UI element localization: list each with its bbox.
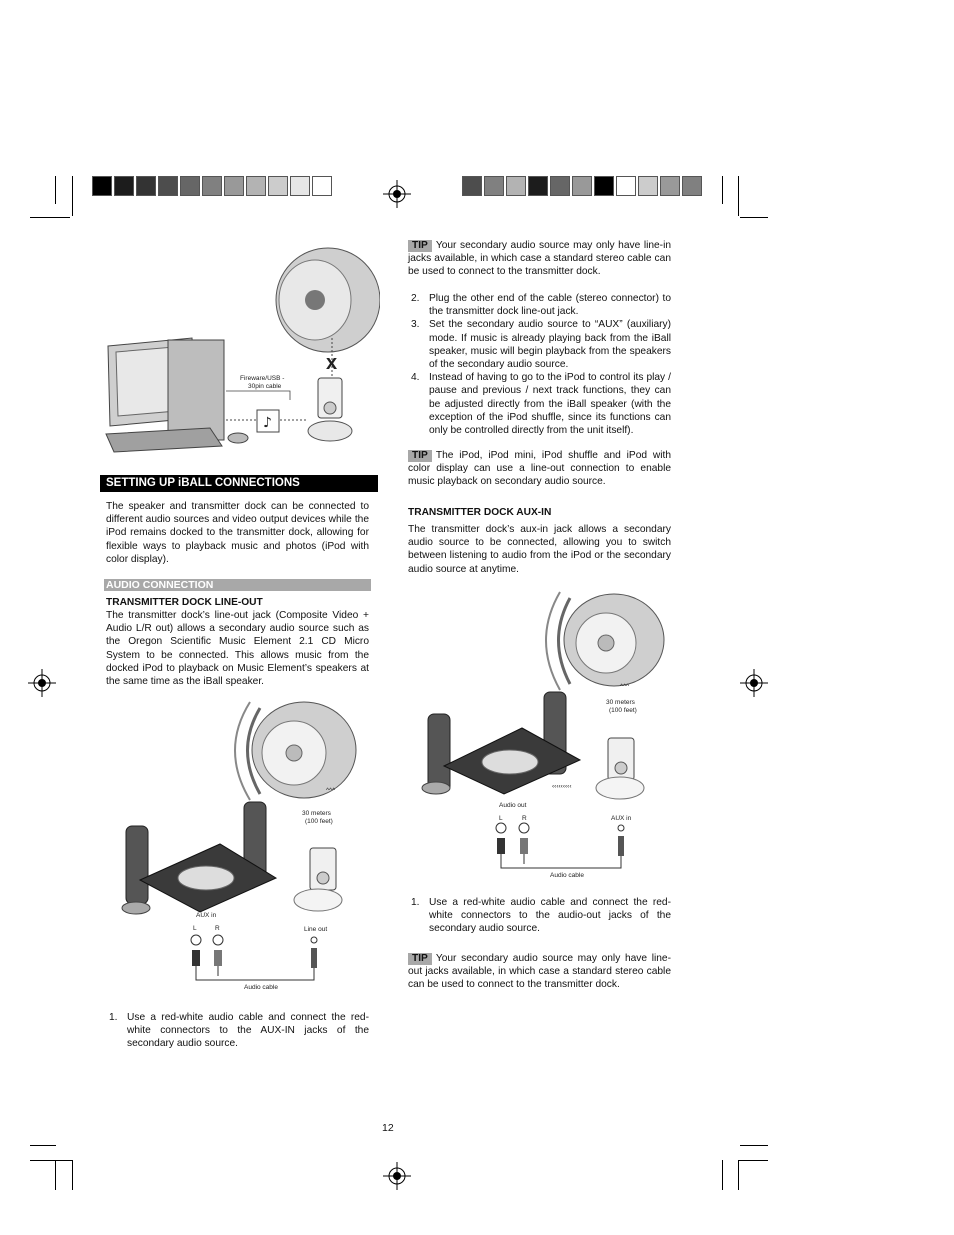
fig1-cable-label-1: Fireware/USB - [240, 375, 285, 382]
fig2-line-out-label: Line out [304, 926, 328, 933]
fig3-left-label: L [499, 815, 503, 822]
color-swatch [268, 176, 288, 196]
fig1-cable-label-2: 30pin cable [248, 383, 282, 390]
tip-1-label: TIP [408, 240, 432, 252]
tip-3 [408, 952, 671, 992]
right-step-1-text: Use a red-white audio cable and connect the red-white connectors to the audio-out jacks of the secondary audio source. [429, 897, 671, 935]
intro-paragraph: The speaker and transmitter dock can be connected to different audio sources and video output devices while the iPod remains docked to the transmitter dock, allowing for flexible ways to playback music and photos (iPod with color display). [106, 501, 369, 565]
color-swatch [312, 176, 332, 196]
color-swatch [92, 176, 112, 196]
color-swatch [246, 176, 266, 196]
audio-connection-heading: AUDIO CONNECTION [104, 579, 371, 591]
left-step-1-text: Use a red-white audio cable and connect the red-white connectors to the AUX-IN jacks of the secondary audio source. [127, 1012, 369, 1050]
color-swatch [616, 176, 636, 196]
fig3-distance-2: (100 feet) [609, 707, 637, 714]
tip-1 [408, 239, 671, 279]
tip-1-text: Your secondary audio source may only have line-in jacks available, in which case a standard stereo cable can be used to connect to the transmitter dock. [408, 240, 671, 278]
step-2-text: Plug the other end of the cable (stereo connector) to the transmitter dock line-out jack. [429, 293, 671, 318]
color-swatch [484, 176, 504, 196]
fig3-aux-in-label: AUX in [611, 815, 632, 822]
color-swatch [462, 176, 482, 196]
color-swatch [572, 176, 592, 196]
fig2-distance-2: (100 feet) [305, 818, 333, 825]
color-swatch [528, 176, 548, 196]
fig3-right-label: R [522, 815, 527, 822]
page-number: 12 [382, 1122, 394, 1134]
color-swatch [224, 176, 244, 196]
svg-text:‹‹‹‹‹‹‹‹‹: ‹‹‹‹‹‹‹‹‹ [552, 783, 572, 790]
step-4-text: Instead of having to go to the iPod to control its play / pause and previous / next track functions, they can be adjusted directly from the iBall speaker (with the exception of the iPod shuffle, since its functions can only be controlled directly from the unit itself). [429, 372, 671, 437]
color-swatch [638, 176, 658, 196]
color-swatch [202, 176, 222, 196]
fig2-left-label: L [193, 925, 197, 932]
aux-in-heading: TRANSMITTER DOCK AUX-IN [408, 507, 552, 518]
right-step-1-number: 1. [411, 897, 420, 908]
figure-aux-in-diagram [402, 588, 672, 884]
figure-line-out-diagram [100, 698, 370, 994]
color-swatch [506, 176, 526, 196]
step-2 [408, 292, 671, 318]
fig3-distance-1: 30 meters [606, 699, 635, 706]
color-swatch [550, 176, 570, 196]
tip-3-label: TIP [408, 953, 432, 965]
color-swatch [594, 176, 614, 196]
tip-2 [408, 449, 671, 489]
tip-3-text: Your secondary audio source may only have line-out jacks available, in which case a standard stereo cable can be used to connect to the transmitter dock. [408, 953, 671, 991]
iball-speaker-illustration [276, 248, 380, 352]
color-swatch [180, 176, 200, 196]
tip-2-text: The iPod, iPod mini, iPod shuffle and iPod with color display can use a line-out connection to enable music playback on secondary audio source. [408, 450, 671, 488]
aux-in-paragraph: The transmitter dock’s aux-in jack allows a secondary audio source to be connected, allowing you to switch between listening to audio from the iPod or the secondary audio source at anytime. [408, 524, 671, 575]
step-2-number: 2. [411, 293, 420, 304]
color-swatch [290, 176, 310, 196]
section-heading: SETTING UP iBALL CONNECTIONS [100, 475, 378, 492]
color-swatch [682, 176, 702, 196]
svg-text:♪: ♪ [263, 415, 272, 431]
left-step-1-number: 1. [109, 1012, 118, 1023]
color-swatch [660, 176, 680, 196]
registration-mark-right [740, 669, 768, 697]
line-out-paragraph: The transmitter dock’s line-out jack (Composite Video + Audio L/R out) allows a secondary audio source such as the Oregon Scientific Music Element 2.1 CD Micro System to be connected. This allows music from the docked iPod to playback on Music Element’s speakers at the same time as the iBall speaker. [106, 610, 369, 688]
step-3 [408, 318, 671, 371]
fig2-audio-cable-label: Audio cable [244, 984, 278, 991]
step-4 [408, 371, 671, 437]
registration-mark-left [28, 669, 56, 697]
step-3-text: Set the secondary audio source to “AUX” (auxiliary) mode. If music is already playing back from the iBall speaker, music will begin playback from the speakers of the secondary audio source. [429, 319, 671, 371]
fig3-audio-cable-label: Audio cable [550, 872, 584, 879]
step-3-number: 3. [411, 319, 420, 331]
fig2-aux-in-label: AUX in [196, 912, 217, 919]
figure-computer-connection [100, 238, 380, 458]
step-4-number: 4. [411, 372, 420, 384]
svg-text:^^^: ^^^ [620, 683, 630, 690]
left-step-1 [106, 1011, 369, 1051]
svg-text:^^^: ^^^ [326, 787, 336, 794]
fig2-distance-1: 30 meters [302, 810, 331, 817]
registration-mark-top [383, 180, 411, 208]
color-swatch [158, 176, 178, 196]
right-steps-list [408, 292, 671, 437]
color-swatch [114, 176, 134, 196]
right-step-1 [408, 896, 671, 936]
tip-2-label: TIP [408, 450, 432, 462]
color-swatch [136, 176, 156, 196]
fig2-right-label: R [215, 925, 220, 932]
svg-text:x: x [326, 352, 338, 374]
fig3-audio-out-label: Audio out [499, 802, 527, 809]
registration-mark-bottom [383, 1162, 411, 1190]
line-out-heading: TRANSMITTER DOCK LINE-OUT [106, 597, 263, 608]
